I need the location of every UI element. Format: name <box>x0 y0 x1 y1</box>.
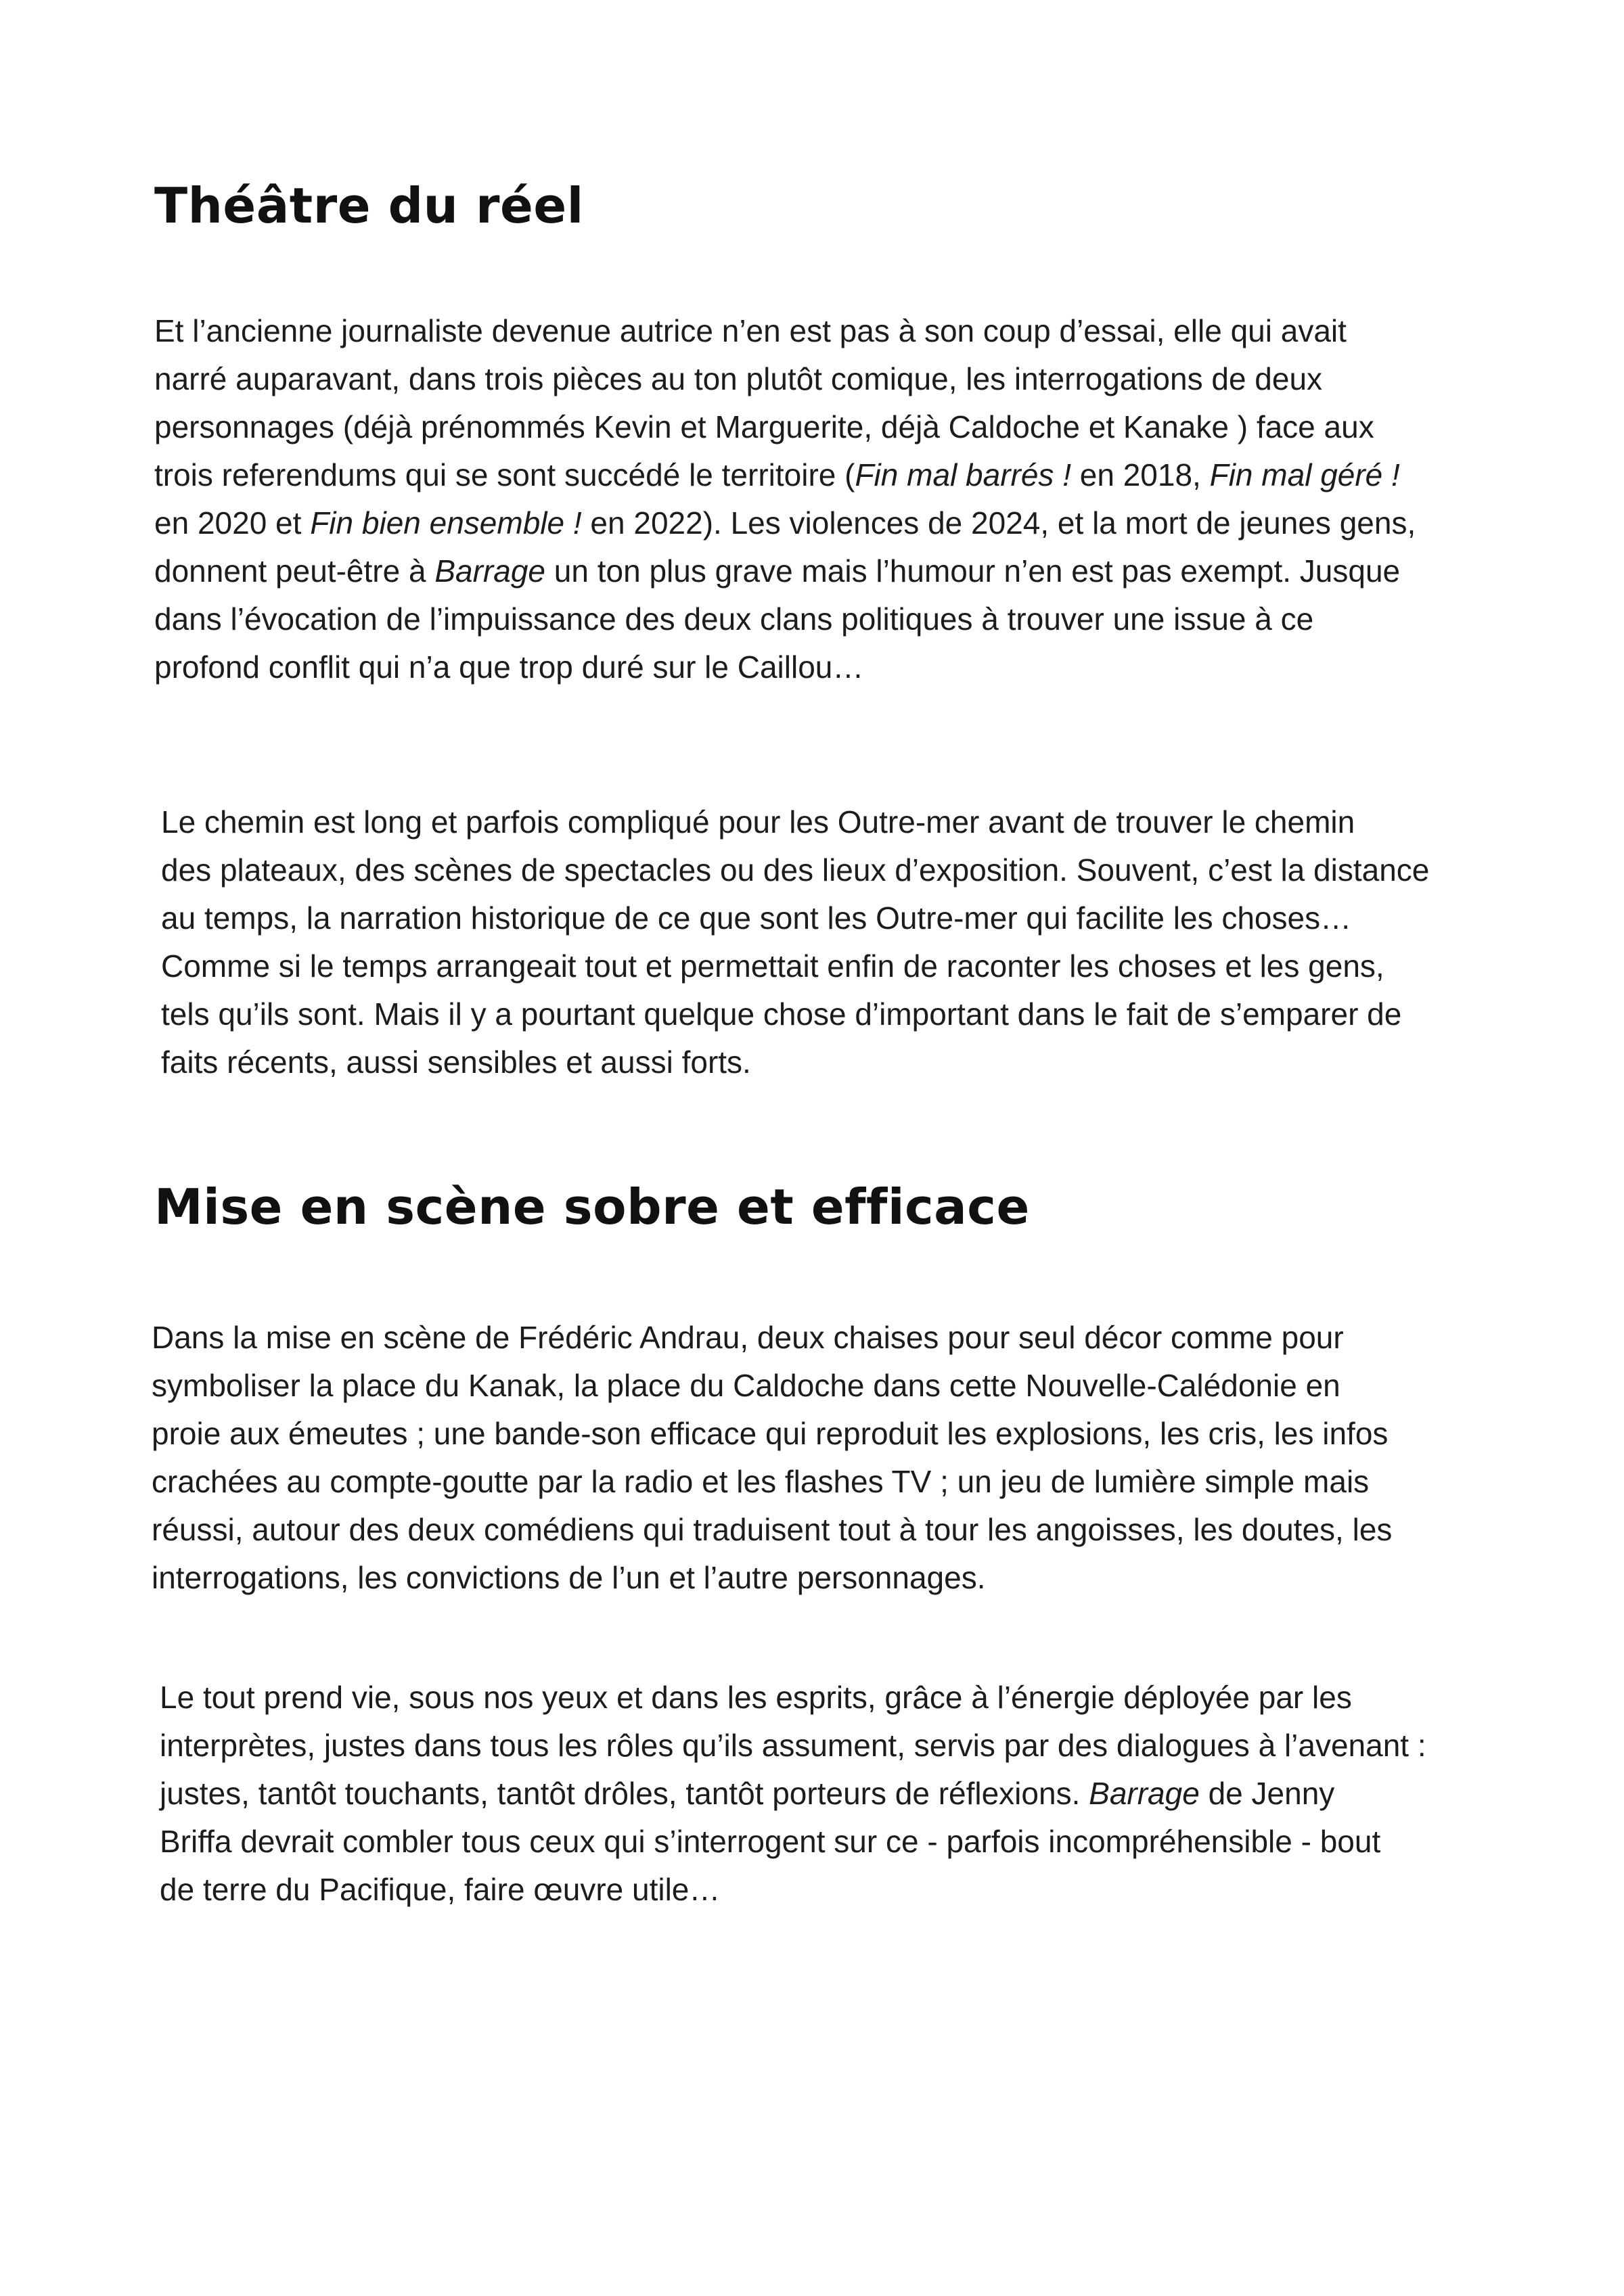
text-line <box>154 451 1416 499</box>
text-run: au temps, la narration historique de ce que sont les Outre-mer qui facilite les choses… <box>161 900 1352 936</box>
text-run: profond conflit qui n’a que trop duré sur le Caillou… <box>154 649 864 685</box>
text-run: un ton plus grave mais l’humour n’en est pas exempt. Jusque <box>545 553 1401 589</box>
text-line <box>161 942 1429 990</box>
text-line <box>160 1722 1426 1770</box>
text-line <box>161 846 1429 894</box>
text-run: de terre du Pacifique, faire œuvre utile… <box>160 1872 721 1907</box>
text-line <box>161 1038 1429 1086</box>
italic-title: Barrage <box>434 553 545 589</box>
text-line <box>154 595 1416 643</box>
text-run: dans l’évocation de l’impuissance des deux clans politiques à trouver une issue à ce <box>154 601 1314 637</box>
text-line <box>154 307 1416 355</box>
text-run: réussi, autour des deux comédiens qui traduisent tout à tour les angoisses, les doutes, les <box>152 1512 1393 1547</box>
text-line <box>154 355 1416 403</box>
text-run: en 2022). Les violences de 2024, et la mort de jeunes gens, <box>581 505 1416 541</box>
text-run: des plateaux, des scènes de spectacles ou des lieux d’exposition. Souvent, c’est la distance <box>161 852 1430 888</box>
text-line <box>160 1770 1426 1818</box>
text-run: justes, tantôt touchants, tantôt drôles, tantôt porteurs de réflexions. <box>160 1776 1089 1811</box>
text-run: Et l’ancienne journaliste devenue autrice n’en est pas à son coup d’essai, elle qui avait <box>154 313 1347 348</box>
text-line <box>152 1410 1392 1458</box>
text-run: en 2018, <box>1070 457 1210 492</box>
text-line <box>152 1458 1392 1506</box>
text-run: personnages (déjà prénommés Kevin et Marguerite, déjà Caldoche et Kanake ) face aux <box>154 409 1374 444</box>
text-run: donnent peut-être à <box>154 553 435 589</box>
text-line <box>160 1818 1426 1866</box>
section-heading-theatre-du-reel: Théâtre du réel <box>154 177 584 234</box>
italic-title: Fin mal géré ! <box>1209 457 1400 492</box>
text-line <box>161 990 1429 1038</box>
text-run: interrogations, les convictions de l’un et l’autre personnages. <box>152 1560 986 1595</box>
text-line <box>154 643 1416 691</box>
text-run: interprètes, justes dans tous les rôles qu’ils assument, servis par des dialogues à l’avenant : <box>160 1728 1426 1763</box>
text-line <box>154 547 1416 595</box>
text-line <box>152 1554 1392 1602</box>
text-run: Dans la mise en scène de Frédéric Andrau, deux chaises pour seul décor comme pour <box>152 1320 1344 1355</box>
paragraph-1 <box>154 307 1416 691</box>
text-run: Le tout prend vie, sous nos yeux et dans les esprits, grâce à l’énergie déployée par les <box>160 1680 1352 1715</box>
text-line <box>152 1314 1392 1362</box>
text-run: Comme si le temps arrangeait tout et permettait enfin de raconter les choses et les gens, <box>161 948 1384 984</box>
text-line <box>154 499 1416 547</box>
section-heading-mise-en-scene: Mise en scène sobre et efficace <box>154 1178 1030 1235</box>
text-line <box>152 1506 1392 1554</box>
italic-title: Barrage <box>1089 1776 1200 1811</box>
text-run: symboliser la place du Kanak, la place du Caldoche dans cette Nouvelle-Calédonie en <box>152 1368 1340 1403</box>
paragraph-3 <box>152 1314 1392 1602</box>
paragraph-2 <box>161 798 1429 1086</box>
text-line <box>161 798 1429 846</box>
text-run: Briffa devrait combler tous ceux qui s’interrogent sur ce - parfois incompréhensible - bout <box>160 1824 1381 1859</box>
text-run: trois referendums qui se sont succédé le territoire ( <box>154 457 855 492</box>
text-run: proie aux émeutes ; une bande-son efficace qui reproduit les explosions, les cris, les infos <box>152 1416 1389 1451</box>
paragraph-4 <box>160 1674 1426 1914</box>
text-line <box>152 1362 1392 1410</box>
text-line <box>160 1866 1426 1914</box>
text-run: en 2020 et <box>154 505 311 541</box>
text-line <box>160 1674 1426 1722</box>
text-run: narré auparavant, dans trois pièces au ton plutôt comique, les interrogations de deux <box>154 361 1323 396</box>
italic-title: Fin mal barrés ! <box>855 457 1071 492</box>
text-run: Le chemin est long et parfois compliqué pour les Outre-mer avant de trouver le chemin <box>161 804 1355 840</box>
text-run: faits récents, aussi sensibles et aussi forts. <box>161 1044 751 1080</box>
text-run: de Jenny <box>1199 1776 1335 1811</box>
text-line <box>161 894 1429 942</box>
text-run: tels qu’ils sont. Mais il y a pourtant quelque chose d’important dans le fait de s’emparer de <box>161 996 1402 1032</box>
italic-title: Fin bien ensemble ! <box>310 505 582 541</box>
text-line <box>154 403 1416 451</box>
text-run: crachées au compte-goutte par la radio et les flashes TV ; un jeu de lumière simple mais <box>152 1464 1370 1499</box>
